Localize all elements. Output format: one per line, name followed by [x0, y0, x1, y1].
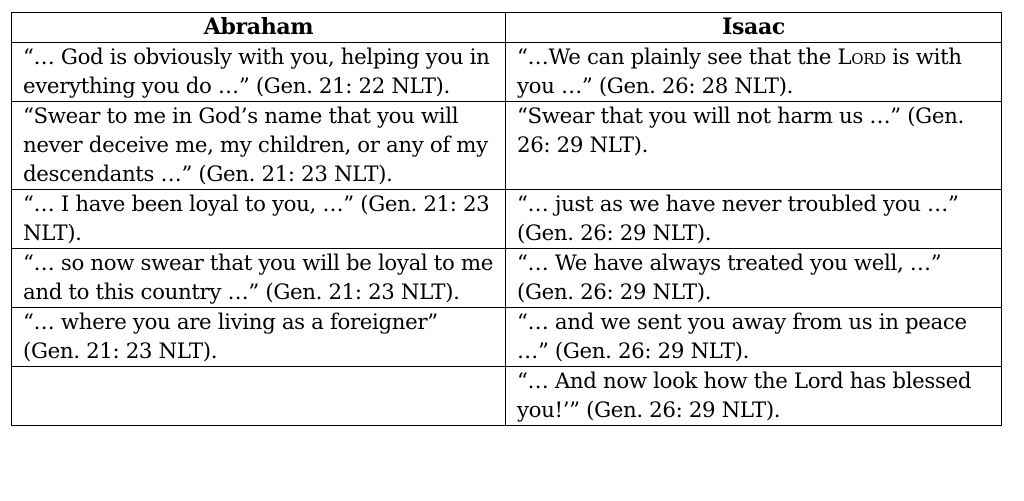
table-row	[12, 43, 1002, 102]
table-row	[12, 367, 1002, 426]
isaac-quote-cell: “… and we sent you away from us in peace …” (Gen. 26: 29 NLT).	[506, 308, 1002, 367]
lord-smallcaps-text: Lord	[837, 45, 886, 70]
comparison-table	[11, 12, 1002, 426]
isaac-quote-cell: “… just as we have never troubled you …” (Gen. 26: 29 NLT).	[506, 190, 1002, 249]
table-body	[12, 43, 1002, 426]
abraham-quote-cell: “… so now swear that you will be loyal to me and to this country …” (Gen. 21: 23 NLT).	[12, 249, 506, 308]
column-header-isaac: Isaac	[506, 13, 1002, 43]
table-row	[12, 190, 1002, 249]
isaac-quote-text-start: “…We can plainly see that the	[517, 45, 838, 70]
isaac-quote-cell: “… And now look how the Lord has blessed you!’” (Gen. 26: 29 NLT).	[506, 367, 1002, 426]
isaac-quote-text-end: is with you …” (Gen. 26: 28 NLT).	[517, 45, 962, 99]
abraham-quote-cell: “… God is obviously with you, helping you in everything you do …” (Gen. 21: 22 NLT).	[12, 43, 506, 102]
table-row	[12, 102, 1002, 190]
table-header	[12, 13, 1002, 43]
table-row	[12, 249, 1002, 308]
abraham-quote-cell: “Swear to me in God’s name that you will never deceive me, my children, or any of my descendants …” (Gen. 21: 23 NLT).	[12, 102, 506, 190]
header-row	[12, 13, 1002, 43]
abraham-quote-cell: “… I have been loyal to you, …” (Gen. 21: 23 NLT).	[12, 190, 506, 249]
table-row	[12, 308, 1002, 367]
abraham-quote-cell: “… where you are living as a foreigner” (Gen. 21: 23 NLT).	[12, 308, 506, 367]
isaac-quote-cell	[506, 43, 1002, 102]
column-header-abraham: Abraham	[12, 13, 506, 43]
isaac-quote-cell: “… We have always treated you well, …” (Gen. 26: 29 NLT).	[506, 249, 1002, 308]
isaac-quote-cell: “Swear that you will not harm us …” (Gen. 26: 29 NLT).	[506, 102, 1002, 190]
abraham-empty-cell	[12, 367, 506, 426]
